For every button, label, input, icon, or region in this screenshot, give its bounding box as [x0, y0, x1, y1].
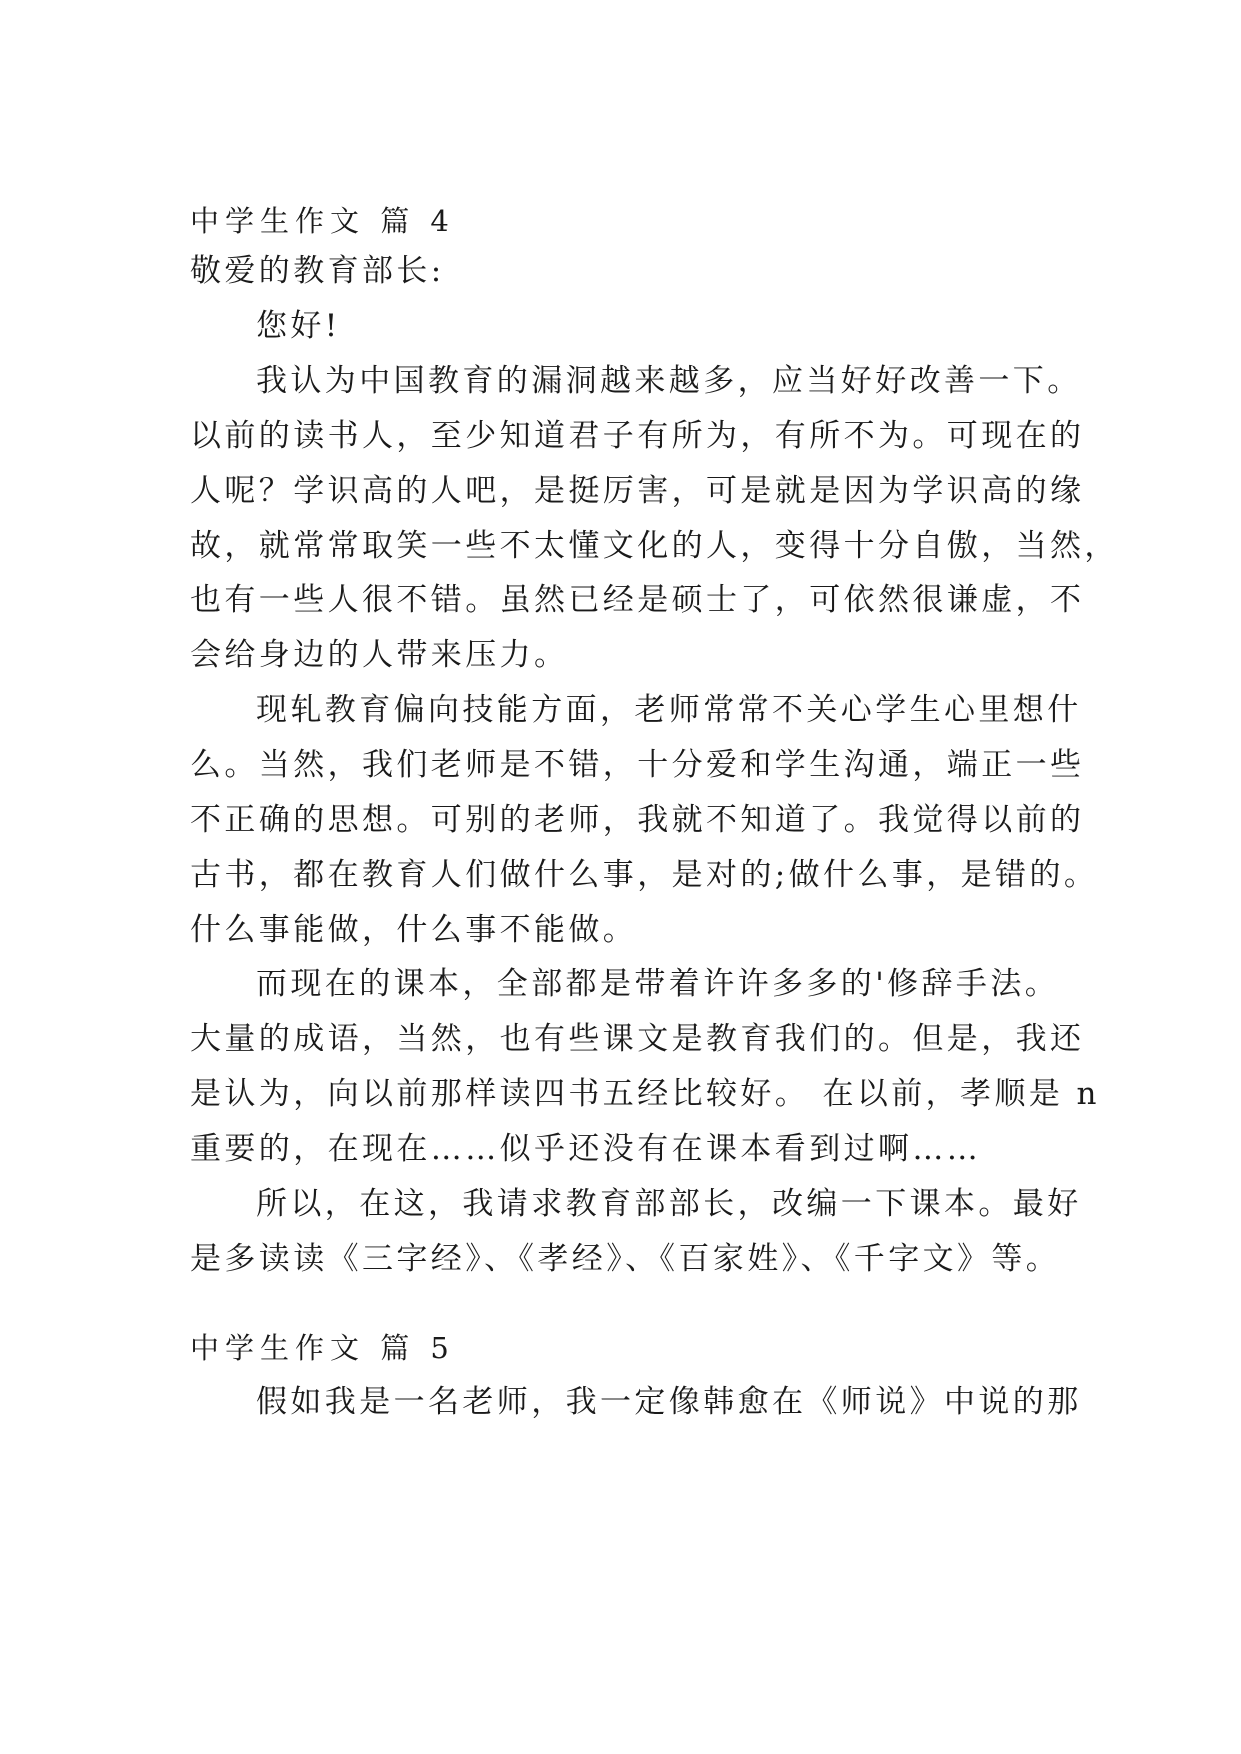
- greeting: 您好!: [256, 308, 341, 344]
- paragraph-line: 是多读读《三字经》、《孝经》、《百家姓》、《千字文》等。: [190, 1241, 1061, 1277]
- paragraph-line: 而现在的课本，全部都是带着许许多多的'修辞手法。: [256, 966, 1060, 1002]
- paragraph-line: 以前的读书人，至少知道君子有所为，有所不为。可现在的: [190, 418, 1085, 454]
- paragraph-line: 人呢？学识高的人吧，是挺厉害，可是就是因为学识高的缘: [190, 473, 1085, 509]
- paragraph-line: 现轧教育偏向技能方面，老师常常不关心学生心里想什: [256, 692, 1082, 728]
- paragraph-line: 会给身边的人带来压力。: [190, 637, 569, 673]
- paragraph-line: 大量的成语，当然，也有些课文是教育我们的。但是，我还: [190, 1021, 1085, 1057]
- section-5-heading: 中学生作文 篇 5: [190, 1331, 455, 1365]
- paragraph-line: 我认为中国教育的漏洞越来越多，应当好好改善一下。: [256, 363, 1082, 399]
- paragraph-line: 也有一些人很不错。虽然已经是硕士了，可依然很谦虚，不: [190, 582, 1085, 618]
- paragraph-line: 么。当然，我们老师是不错，十分爱和学生沟通，端正一些: [190, 747, 1085, 783]
- paragraph-line: 什么事能做，什么事不能做。: [190, 912, 638, 948]
- paragraph-line: 故，就常常取笑一些不太懂文化的人，变得十分自傲，当然，: [190, 528, 1119, 564]
- paragraph-line: 不正确的思想。可别的老师，我就不知道了。我觉得以前的: [190, 802, 1085, 838]
- paragraph-line: 是认为，向以前那样读四书五经比较好。 在以前，孝顺是 n: [190, 1076, 1100, 1112]
- paragraph-line: 所以，在这，我请求教育部部长，改编一下课本。最好: [256, 1186, 1082, 1222]
- salutation: 敬爱的教育部长:: [190, 253, 445, 289]
- paragraph-line: 假如我是一名老师，我一定像韩愈在《师说》中说的那: [256, 1384, 1082, 1420]
- paragraph-line: 古书，都在教育人们做什么事，是对的;做什么事，是错的。: [190, 857, 1099, 893]
- paragraph-line: 重要的，在现在……似乎还没有在课本看到过啊……: [190, 1131, 982, 1167]
- section-4-heading: 中学生作文 篇 4: [190, 204, 455, 238]
